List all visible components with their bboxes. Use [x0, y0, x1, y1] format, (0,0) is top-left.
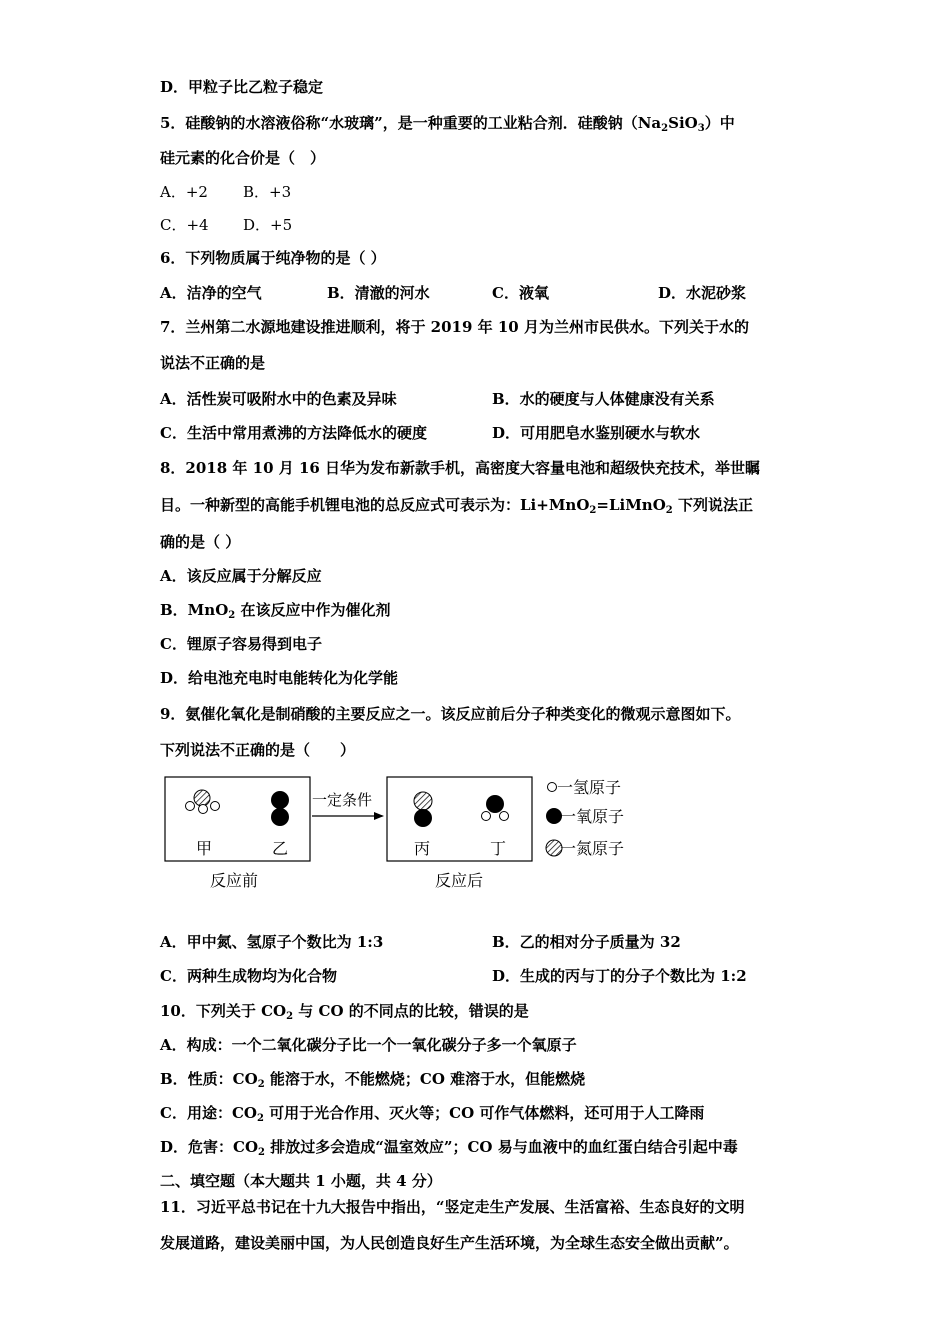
q10-c-text-b: 可用于光合作用、灭火等；CO 可作气体燃料，还可用于人工降雨	[263, 1104, 705, 1122]
q5-sub1: 2	[661, 123, 669, 134]
q8-b-text-a: B．MnO	[160, 601, 229, 619]
oxygen-atom	[271, 791, 289, 809]
q10-d-text-a: D．危害：CO	[160, 1138, 259, 1156]
q8-b-text-b: 在该反应中作为催化剂	[235, 601, 391, 619]
label-bing: 丙	[414, 839, 431, 858]
q8-stem2-sub1: 2	[589, 505, 597, 516]
q6-stem: 6．下列物质属于纯净物的是（ ）	[160, 249, 386, 267]
reaction-diagram	[160, 770, 640, 900]
nitrogen-atom	[414, 792, 432, 810]
q10-stem	[160, 1001, 529, 1027]
q8-stem2-b: =LiMnO	[596, 496, 666, 514]
legend-hydrogen-icon	[548, 783, 557, 792]
q5-stem-line2: 硅元素的化合价是（ ）	[160, 149, 326, 167]
q8-option-c: C．锂原子容易得到电子	[160, 635, 322, 653]
q7-option-b: B．水的硬度与人体健康没有关系	[492, 390, 715, 408]
q8-b-sub: 2	[228, 610, 236, 621]
legend-nitrogen: 一氮原子	[560, 839, 625, 858]
molecule-bing	[414, 792, 432, 827]
q8-stem-line1: 8．2018 年 10 月 16 日华为发布新款手机，高密度大容量电池和超级快充技术，举世瞩	[160, 459, 761, 477]
q7-option-d: D．可用肥皂水鉴别硬水与软水	[492, 424, 701, 442]
q5-option-c: C．+4	[160, 216, 209, 234]
q10-option-a: A．构成：一个二氧化碳分子比一个一氧化碳分子多一个氧原子	[160, 1036, 577, 1054]
q5-stem1-end: ）中	[704, 114, 735, 132]
reaction-arrow-head-icon	[374, 812, 384, 820]
q6-option-d: D．水泥砂浆	[658, 284, 747, 302]
oxygen-atom	[271, 808, 289, 826]
q6-option-a: A．洁净的空气	[160, 284, 262, 302]
q8-stem-line3: 确的是（ ）	[160, 533, 241, 551]
q10-stem-sub: 2	[286, 1011, 294, 1022]
q9-option-a: A．甲中氮、氢原子个数比为 1:3	[160, 933, 384, 951]
nitrogen-atom	[194, 790, 210, 806]
label-before: 反应前	[210, 871, 259, 890]
q9-stem-line1: 9．氨催化氧化是制硝酸的主要反应之一。该反应前后分子种类变化的微观示意图如下。	[160, 705, 741, 723]
label-ding: 丁	[490, 839, 507, 858]
q5-stem-line1	[160, 113, 735, 139]
q10-b-text-a: B．性质：CO	[160, 1070, 258, 1088]
hydrogen-atom	[186, 802, 195, 811]
q10-b-text-b: 能溶于水，不能燃烧；CO 难溶于水，但能燃烧	[264, 1070, 586, 1088]
q9-option-b: B．乙的相对分子质量为 32	[492, 933, 681, 951]
q8-stem-line2	[160, 495, 753, 521]
q11-stem-line2: 发展道路，建设美丽中国，为人民创造良好生产生活环境，为全球生态安全做出贡献”。	[160, 1234, 739, 1252]
q10-option-b	[160, 1069, 585, 1095]
q5-option-a: A．+2	[160, 183, 208, 201]
label-jia: 甲	[196, 839, 213, 858]
q5-option-b: B．+3	[243, 183, 292, 201]
q7-option-c: C．生活中常用煮沸的方法降低水的硬度	[160, 424, 427, 442]
section2-title: 二、填空题（本大题共 1 小题，共 4 分）	[160, 1172, 442, 1190]
label-after: 反应后	[435, 871, 484, 890]
q9-option-d: D．生成的丙与丁的分子个数比为 1:2	[492, 967, 747, 985]
q8-stem2-a: 目。一种新型的高能手机锂电池的总反应式可表示为：Li+MnO	[160, 496, 590, 514]
hydrogen-atom	[482, 812, 491, 821]
q10-option-c	[160, 1103, 704, 1129]
q5-sub2: 3	[697, 123, 705, 134]
q10-c-sub: 2	[256, 1113, 264, 1124]
q10-b-sub: 2	[257, 1079, 265, 1090]
hydrogen-atom	[500, 812, 509, 821]
hydrogen-atom	[211, 802, 220, 811]
q7-stem-line2: 说法不正确的是	[160, 354, 266, 372]
q4-option-d: D．甲粒子比乙粒子稳定	[160, 78, 324, 96]
molecule-ding	[482, 795, 509, 821]
q10-stem-b: 与 CO 的不同点的比较，错误的是	[293, 1002, 529, 1020]
q5-stem1-text: 5．硅酸钠的水溶液俗称“水玻璃”，是一种重要的工业粘合剂．硅酸钠（Na	[160, 114, 662, 132]
after-box	[387, 777, 532, 861]
reaction-diagram-svg	[160, 770, 640, 900]
q8-stem2-sub2: 2	[665, 505, 673, 516]
legend-oxygen: 一氧原子	[560, 807, 625, 826]
q11-stem-line1: 11．习近平总书记在十九大报告中指出，“竖定走生产发展、生活富裕、生态良好的文明	[160, 1198, 745, 1216]
q6-option-c: C．液氧	[492, 284, 549, 302]
q8-option-a: A．该反应属于分解反应	[160, 567, 322, 585]
q5-stem1-mid: SiO	[668, 114, 698, 132]
molecule-yi	[271, 791, 289, 826]
q10-option-d	[160, 1137, 738, 1163]
hydrogen-atom	[199, 805, 208, 814]
oxygen-atom	[486, 795, 504, 813]
q5-option-d: D．+5	[243, 216, 293, 234]
label-yi: 乙	[272, 839, 289, 858]
q10-d-text-b: 排放过多会造成“温室效应”；CO 易与血液中的血红蛋白结合引起中毒	[264, 1138, 738, 1156]
q8-stem2-c: 下列说法正	[672, 496, 753, 514]
q7-option-a: A．活性炭可吸附水中的色素及异味	[160, 390, 397, 408]
q10-c-text-a: C．用途：CO	[160, 1104, 257, 1122]
q9-option-c: C．两种生成物均为化合物	[160, 967, 337, 985]
q10-d-sub: 2	[258, 1147, 265, 1158]
q8-option-d: D．给电池充电时电能转化为化学能	[160, 669, 399, 687]
q10-stem-a: 10．下列关于 CO	[160, 1002, 287, 1020]
arrow-label: 一定条件	[312, 791, 373, 809]
q7-stem-line1: 7．兰州第二水源地建设推进顺利，将于 2019 年 10 月为兰州市民供水。下列关于水的	[160, 318, 749, 336]
legend-hydrogen: 一氢原子	[557, 778, 622, 797]
q6-option-b: B．清澈的河水	[327, 284, 430, 302]
q9-stem-line2: 下列说法不正确的是（ ）	[160, 741, 356, 759]
oxygen-atom	[414, 809, 432, 827]
molecule-jia	[186, 790, 220, 814]
q8-option-b	[160, 600, 390, 626]
